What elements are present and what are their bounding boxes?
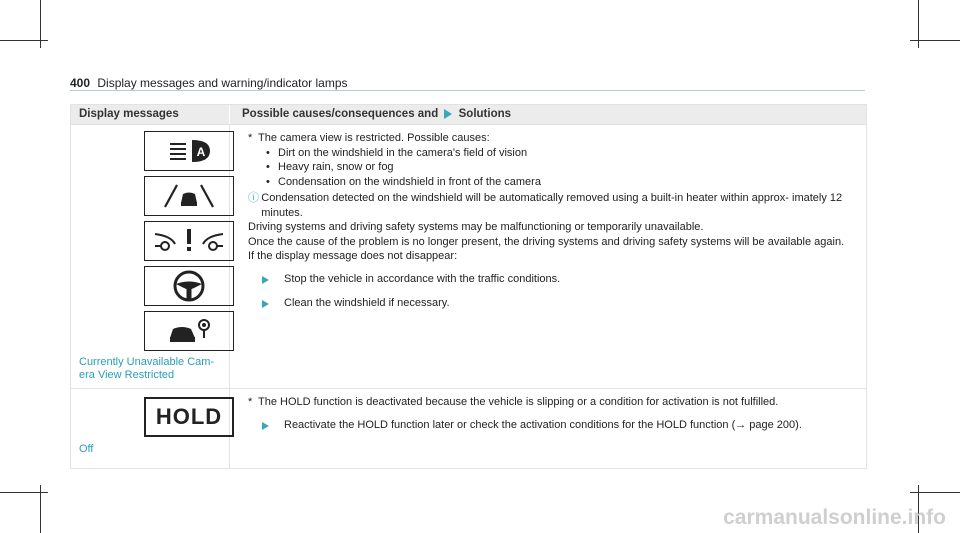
steering-wheel-icon xyxy=(144,266,234,306)
display-message-cell xyxy=(71,389,230,468)
paragraph: If the display message does not disappear: xyxy=(248,250,458,262)
list-item: • Heavy rain, snow or fog xyxy=(266,160,854,175)
message-caption: Off xyxy=(79,443,94,455)
action-step: Clean the windshield if necessary. xyxy=(262,296,854,313)
info-note: ⓘ Condensation detected on the windshield will be automatically removed using a built-in heater within approx- imately 12 minutes. xyxy=(248,192,843,219)
list-item: • Condensation on the windshield in front of the camera xyxy=(266,175,854,190)
table-row xyxy=(71,388,866,468)
svg-text:A: A xyxy=(196,145,206,159)
message-caption: Currently Unavailable Cam- era View Restricted xyxy=(79,356,215,381)
hold-icon: HOLD xyxy=(144,397,234,437)
solution-arrow-icon xyxy=(444,109,452,119)
causes-solutions-cell xyxy=(230,125,866,388)
crop-mark xyxy=(910,40,960,41)
display-message-cell xyxy=(71,125,230,388)
page-header xyxy=(70,76,348,90)
cause-text: * The camera view is restricted. Possible causes: xyxy=(248,132,490,144)
page-title: Display messages and warning/indicator lamps xyxy=(97,76,348,90)
table-header xyxy=(71,105,866,124)
camera-view-icon xyxy=(144,176,234,216)
action-arrow-icon xyxy=(262,276,269,284)
table-row xyxy=(71,124,866,388)
col-display-messages: Display messages xyxy=(71,105,230,124)
car-sensor-icon xyxy=(144,311,234,351)
lane-keep-warning-icon xyxy=(144,221,234,261)
action-step: Reactivate the HOLD function later or check the activation conditions for the HOLD function (→ page 200). xyxy=(262,418,854,435)
auto-headlamp-icon xyxy=(144,131,234,171)
paragraph: Driving systems and driving safety systems may be malfunctioning or temporarily unavailable. xyxy=(248,221,704,233)
action-step: Stop the vehicle in accordance with the traffic conditions. xyxy=(262,272,854,289)
info-icon: ⓘ xyxy=(248,192,259,204)
cause-list xyxy=(248,146,854,190)
paragraph: Once the cause of the problem is no longer present, the driving systems and driving safety systems will be available again. xyxy=(248,235,845,248)
list-item: • Dirt on the windshield in the camera's field of vision xyxy=(266,146,854,161)
cause-text: * The HOLD function is deactivated because the vehicle is slipping or a condition for activation is not fulfilled. xyxy=(248,396,779,408)
action-arrow-icon xyxy=(262,422,269,430)
causes-solutions-cell xyxy=(230,389,866,468)
page-number: 400 xyxy=(70,76,91,90)
action-arrow-icon xyxy=(262,300,269,308)
crop-mark xyxy=(0,492,48,493)
header-rule xyxy=(70,90,865,91)
watermark: carmanualsonline.info xyxy=(723,506,946,529)
col-causes-solutions: Possible causes/consequences and Solutions xyxy=(242,108,512,120)
crop-mark xyxy=(0,40,48,41)
messages-table xyxy=(70,104,867,469)
crop-mark xyxy=(910,492,960,493)
